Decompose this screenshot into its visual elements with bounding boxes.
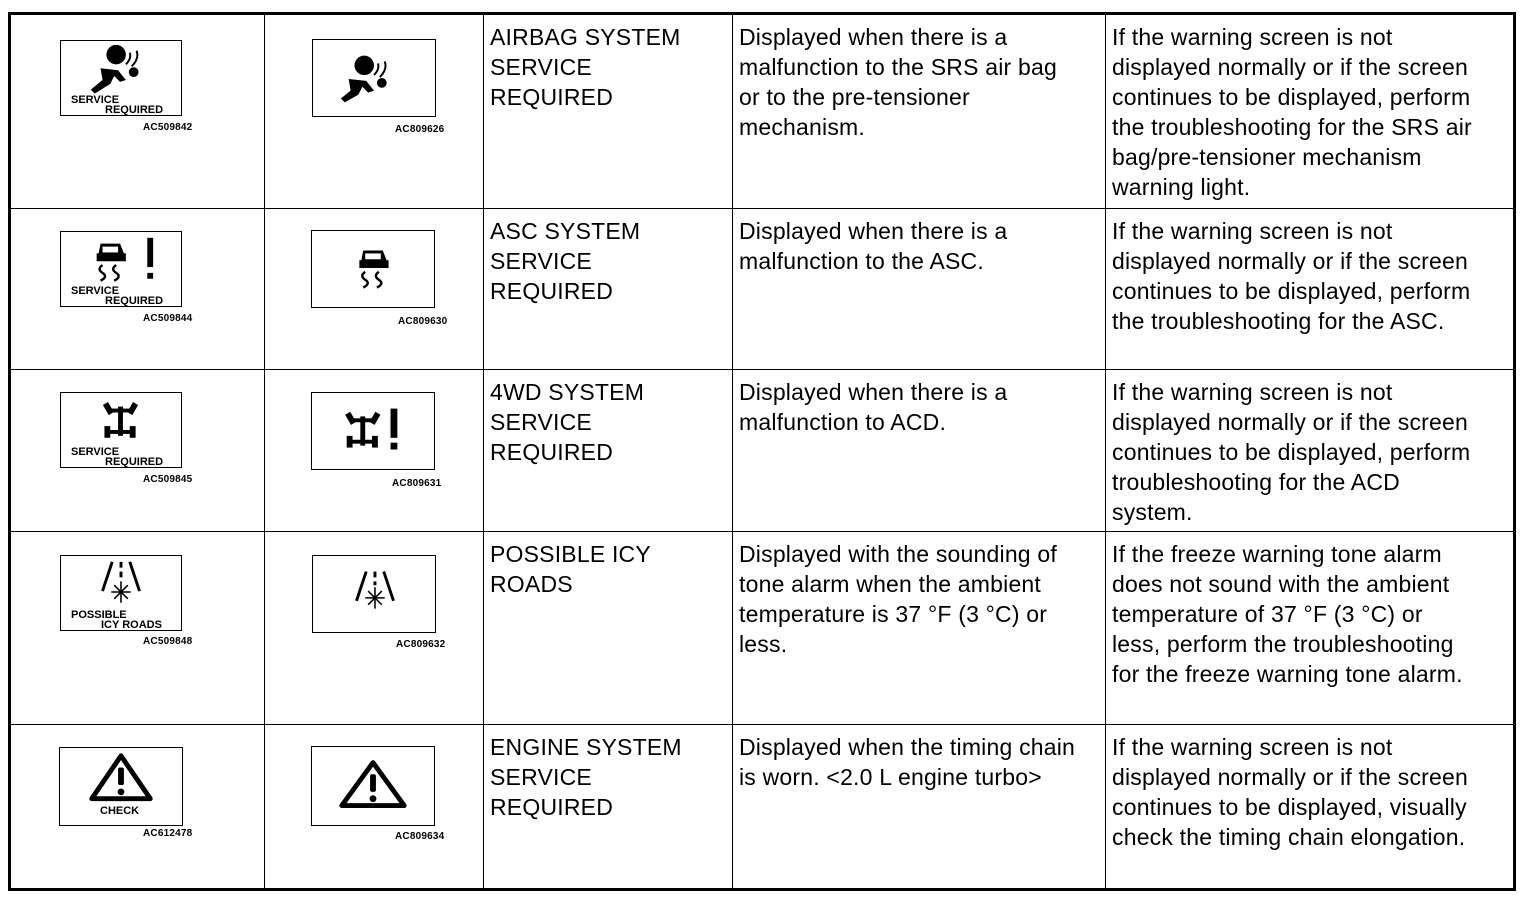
airbag-service-required-display bbox=[60, 40, 182, 116]
snowflake-icon bbox=[365, 587, 384, 608]
figure-code: AC612478 bbox=[143, 828, 193, 839]
display-caption-line2: ICY ROADS bbox=[101, 619, 162, 631]
description: Displayed when there is a malfunction to ACD. bbox=[739, 379, 1008, 435]
icon-cell-old bbox=[11, 15, 265, 209]
description: Displayed when there is a malfunction to the ASC. bbox=[739, 218, 1008, 274]
action-cell bbox=[1106, 370, 1514, 532]
engine-display bbox=[311, 746, 435, 826]
figure-code: AC509845 bbox=[143, 474, 193, 485]
icon-cell-new bbox=[265, 725, 484, 889]
icon-cell-old bbox=[11, 209, 265, 370]
system-name-cell bbox=[484, 15, 733, 209]
action: If the warning screen is not displayed normally or if the screen continues to be displayed, perform the troubleshooting for the ASC. bbox=[1112, 218, 1471, 334]
figure-code: AC809631 bbox=[392, 478, 442, 489]
action: If the warning screen is not displayed normally or if the screen continues to be displayed, perform the troubleshooting for the SRS air bag/pre-tensioner mechanism warning light. bbox=[1112, 24, 1472, 200]
action: If the warning screen is not displayed normally or if the screen continues to be displayed, visually check the timing chain elongation. bbox=[1112, 734, 1468, 850]
asc-display bbox=[311, 230, 435, 308]
asc-service-required-display bbox=[60, 231, 182, 307]
figure-code: AC809630 bbox=[398, 316, 448, 327]
description-cell bbox=[733, 15, 1106, 209]
system-name: 4WD SYSTEM SERVICE REQUIRED bbox=[490, 379, 645, 465]
action: If the freeze warning tone alarm does not sound with the ambient temperature of 37 °F (3 °C) or less, perform the troubleshooting for the freeze warning tone alarm. bbox=[1112, 541, 1463, 687]
warning-screen-table bbox=[10, 14, 1514, 889]
icon-cell-new bbox=[265, 370, 484, 532]
figure-code: AC809626 bbox=[395, 124, 445, 135]
system-name: AIRBAG SYSTEM SERVICE REQUIRED bbox=[490, 24, 681, 110]
4wd-service-required-display bbox=[60, 392, 182, 468]
skidding-car-icon bbox=[312, 231, 434, 307]
table-row bbox=[11, 15, 1514, 209]
icon-cell-old bbox=[11, 725, 265, 889]
icy-road-icon bbox=[313, 556, 435, 632]
description-cell bbox=[733, 209, 1106, 370]
system-name-cell bbox=[484, 725, 733, 889]
figure-code: AC509842 bbox=[143, 122, 193, 133]
display-caption-line2: REQUIRED bbox=[105, 456, 164, 468]
display-caption-line2: REQUIRED bbox=[105, 295, 164, 307]
system-name-cell bbox=[484, 370, 733, 532]
description: Displayed when the timing chain is worn. <2.0 L engine turbo> bbox=[739, 734, 1076, 790]
icon-cell-new bbox=[265, 532, 484, 725]
icon-cell-old bbox=[11, 370, 265, 532]
system-name-cell bbox=[484, 209, 733, 370]
system-name: POSSIBLE ICY ROADS bbox=[490, 541, 651, 597]
figure-code: AC509844 bbox=[143, 313, 193, 324]
airbag-display bbox=[312, 39, 436, 117]
table-row bbox=[11, 532, 1514, 725]
4wd-display bbox=[311, 392, 435, 470]
figure-code: AC809634 bbox=[395, 831, 445, 842]
figure-code: AC509848 bbox=[143, 636, 193, 647]
display-caption-line1: SERVICE bbox=[71, 285, 120, 297]
icon-cell-new bbox=[265, 15, 484, 209]
display-caption-line2: REQUIRED bbox=[105, 104, 164, 116]
action: If the warning screen is not displayed normally or if the screen continues to be displayed, perform troubleshooting for the ACD system. bbox=[1112, 379, 1471, 525]
display-caption-line1: CHECK bbox=[100, 805, 140, 817]
system-name-cell bbox=[484, 532, 733, 725]
action-cell bbox=[1106, 532, 1514, 725]
icy-roads-display bbox=[312, 555, 436, 633]
table-row bbox=[11, 725, 1514, 889]
display-caption-line1: POSSIBLE bbox=[71, 609, 127, 621]
table-row bbox=[11, 370, 1514, 532]
display-caption-line1: SERVICE bbox=[71, 94, 120, 106]
airbag-icon bbox=[313, 40, 435, 116]
icon-cell-old bbox=[11, 532, 265, 725]
description-cell bbox=[733, 370, 1106, 532]
engine-check-display bbox=[59, 747, 183, 826]
description: Displayed with the sounding of tone alarm when the ambient temperature is 37 °F (3 °C) or less. bbox=[739, 541, 1057, 657]
display-caption-line1: SERVICE bbox=[71, 446, 120, 458]
snowflake-icon bbox=[111, 581, 130, 602]
action-cell bbox=[1106, 15, 1514, 209]
description-cell bbox=[733, 532, 1106, 725]
figure-code: AC809632 bbox=[396, 639, 446, 650]
description: Displayed when there is a malfunction to the SRS air bag or to the pre-tensioner mechanism. bbox=[739, 24, 1057, 140]
warning-triangle-icon bbox=[312, 747, 434, 825]
4wd-drivetrain-icon bbox=[312, 393, 434, 469]
system-name: ASC SYSTEM SERVICE REQUIRED bbox=[490, 218, 641, 304]
action-cell bbox=[1106, 209, 1514, 370]
description-cell bbox=[733, 725, 1106, 889]
icy-roads-display bbox=[60, 555, 182, 631]
action-cell bbox=[1106, 725, 1514, 889]
table-row bbox=[11, 209, 1514, 370]
icon-cell-new bbox=[265, 209, 484, 370]
system-name: ENGINE SYSTEM SERVICE REQUIRED bbox=[490, 734, 682, 820]
